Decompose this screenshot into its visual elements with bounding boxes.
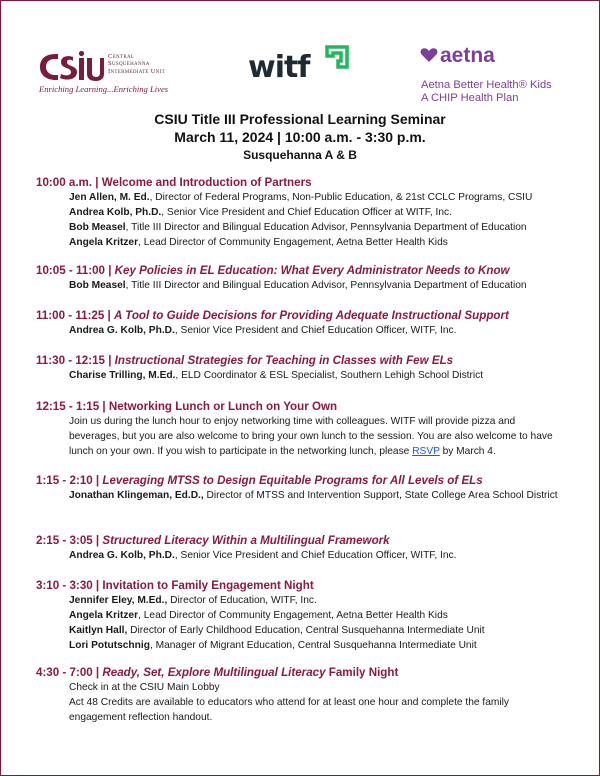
speaker-line <box>69 608 566 623</box>
speaker-role: , Senior Vice President and Chief Education Officer at WITF, Inc. <box>161 207 452 218</box>
speaker-role: , Manager of Migrant Education, Central Susquehanna Intermediate Unit <box>149 640 477 651</box>
speaker-name: Charise Trilling, M.Ed. <box>69 370 176 381</box>
agenda-heading <box>36 264 566 277</box>
aetna-logo-text: aetna <box>440 44 495 67</box>
lunch-deadline: by March 4. <box>439 446 496 457</box>
speaker-role: Director of MTSS and Intervention Support, State College Area School District <box>203 490 558 501</box>
agenda-topic: Instructional Strategies for Teaching in Classes with Few ELs <box>114 354 454 367</box>
speaker-list <box>36 593 566 653</box>
speaker-role: , Director of Federal Programs, Non-Public Education, & 21st CCLC Programs, CSIU <box>149 192 533 203</box>
lunch-description <box>36 414 566 459</box>
speaker-list <box>36 190 566 250</box>
speaker-name: Bob Measel <box>69 280 126 291</box>
agenda-time: 1:15 - 2:10 | <box>36 474 103 487</box>
agenda-item-family-night <box>36 666 566 725</box>
seminar-title: CSIU Title III Professional Learning Seminar <box>154 111 446 127</box>
csiu-tagline: Enriching Learning...Enriching Lives <box>39 84 169 94</box>
agenda-item-family-engagement <box>36 579 566 653</box>
agenda-topic: Structured Literacy Within a Multilingual Framework <box>102 534 390 547</box>
lunch-paragraph <box>69 414 566 459</box>
agenda-item-key-policies <box>36 264 566 293</box>
agenda-time: 11:00 - 11:25 | <box>36 309 115 322</box>
speaker-role: , Title III Director and Bilingual Education Advisor, Pennsylvania Department of Education <box>125 280 527 291</box>
speaker-list <box>36 323 566 338</box>
speaker-name: Bob Measel <box>69 222 126 233</box>
speaker-line <box>69 488 566 503</box>
speaker-role: Director of Education, WITF, Inc. <box>167 595 317 606</box>
agenda-time: 10:00 a.m. | <box>36 176 102 189</box>
speaker-name: Jen Allen, M. Ed. <box>69 192 150 203</box>
csiu-org-line-1: Central <box>108 53 135 60</box>
agenda-time: 11:30 - 12:15 | <box>36 354 115 367</box>
agenda-item-instructional-strategies <box>36 354 566 383</box>
agenda-topic: Networking Lunch or Lunch on Your Own <box>108 400 338 413</box>
agenda-heading <box>36 176 566 189</box>
aetna-subtitle-1: Aetna Better Health® Kids <box>421 79 552 91</box>
witf-bracket-icon <box>324 44 350 70</box>
speaker-line <box>69 368 566 383</box>
speaker-name: Kaitlyn Hall, <box>69 625 128 636</box>
speaker-line <box>69 593 566 608</box>
agenda-topic: Ready, Set, Explore Multilingual Literacy <box>102 666 326 679</box>
speaker-role: , Lead Director of Community Engagement, Aetna Better Health Kids <box>138 610 448 621</box>
aetna-wordmark <box>420 44 495 68</box>
speaker-list <box>36 368 566 383</box>
speaker-list <box>36 548 566 563</box>
agenda-time: 4:30 - 7:00 | <box>36 666 103 679</box>
speaker-name: Lori Potutschnig <box>69 640 150 651</box>
speaker-line <box>69 190 566 205</box>
agenda-heading <box>36 666 566 679</box>
speaker-line <box>69 323 566 338</box>
speaker-role: , Title III Director and Bilingual Education Advisor, Pennsylvania Department of Education <box>125 222 527 233</box>
seminar-location: Susquehanna A & B <box>243 148 357 162</box>
speaker-role: Director of Early Childhood Education, Central Susquehanna Intermediate Unit <box>127 625 485 636</box>
speaker-line <box>69 548 566 563</box>
speaker-name: Andrea G. Kolb, Ph.D. <box>69 550 175 561</box>
speaker-list <box>36 278 566 293</box>
agenda-time: 3:10 - 3:30 | <box>36 579 103 592</box>
agenda-item-structured-literacy <box>36 534 566 563</box>
agenda-time: 10:05 - 11:00 | <box>36 264 115 277</box>
speaker-line <box>69 623 566 638</box>
agenda-time: 2:15 - 3:05 | <box>36 534 103 547</box>
speaker-name: Jonathan Klingeman, Ed.D., <box>69 490 204 501</box>
speaker-line <box>69 220 566 235</box>
speaker-name: Angela Kritzer <box>69 237 139 248</box>
speaker-line <box>69 205 566 220</box>
csiu-org-line-3: Intermediate Unit <box>108 67 166 75</box>
agenda-item-mtss <box>36 474 566 503</box>
speaker-name: Angela Kritzer <box>69 610 139 621</box>
header-logos <box>0 0 600 110</box>
speaker-line <box>69 235 566 250</box>
seminar-date-time: March 11, 2024 | 10:00 a.m. - 3:30 p.m. <box>174 129 426 145</box>
csiu-logo <box>36 50 216 98</box>
speaker-role: , Lead Director of Community Engagement, Aetna Better Health Kids <box>138 237 448 248</box>
agenda-heading <box>36 309 566 322</box>
rsvp-link[interactable]: RSVP <box>412 446 440 457</box>
agenda-item-tool-guide <box>36 309 566 338</box>
event-checkin: Check in at the CSIU Main Lobby <box>69 682 220 693</box>
agenda-heading <box>36 474 566 487</box>
agenda-topic: Leveraging MTSS to Design Equitable Programs for All Levels of ELs <box>102 474 483 487</box>
csiu-org-line-2: Susquehanna <box>108 60 150 68</box>
event-details <box>36 680 566 725</box>
csiu-logo-icon <box>38 50 104 84</box>
agenda-topic: Welcome and Introduction of Partners <box>101 176 312 189</box>
speaker-list <box>36 488 566 503</box>
agenda-time: 12:15 - 1:15 | <box>36 400 109 413</box>
aetna-subtitle-2: A CHIP Health Plan <box>421 92 519 104</box>
lunch-text: Join us during the lunch hour to enjoy networking time with colleagues. WITF will provide pizza and beverages, but you are also welcome to bring your own lunch to the session. You are also welcome to have lunch on your own. If you wish to participate in the networking lunch, please <box>69 416 553 457</box>
speaker-name: Andrea G. Kolb, Ph.D. <box>69 325 175 336</box>
speaker-role: , Senior Vice President and Chief Education Officer, WITF, Inc. <box>174 550 457 561</box>
agenda-heading <box>36 579 566 592</box>
agenda-item-networking-lunch <box>36 400 566 459</box>
aetna-logo <box>420 44 580 104</box>
speaker-line <box>69 278 566 293</box>
witf-logo <box>248 44 358 88</box>
speaker-role: , ELD Coordinator & ESL Specialist, Southern Lehigh School District <box>175 370 484 381</box>
witf-logo-text: witf <box>248 50 310 85</box>
agenda-heading <box>36 400 566 413</box>
agenda-item-welcome <box>36 176 566 250</box>
speaker-role: , Senior Vice President and Chief Education Officer, WITF, Inc. <box>174 325 457 336</box>
agenda-heading <box>36 534 566 547</box>
csiu-org-name <box>108 53 165 75</box>
agenda-topic: Invitation to Family Engagement Night <box>102 579 314 592</box>
speaker-name: Andrea Kolb, Ph.D. <box>69 207 162 218</box>
event-credits: Act 48 Credits are available to educators who attend for at least one hour and complete the family engagement reflection handout. <box>69 697 510 723</box>
agenda-topic-suffix: Family Night <box>325 666 399 679</box>
agenda-topic: A Tool to Guide Decisions for Providing Adequate Instructional Support <box>114 309 509 322</box>
agenda-topic: Key Policies in EL Education: What Every Administrator Needs to Know <box>114 264 510 277</box>
agenda-heading <box>36 354 566 367</box>
speaker-name: Jennifer Eley, M.Ed., <box>69 595 168 606</box>
speaker-line <box>69 638 566 653</box>
